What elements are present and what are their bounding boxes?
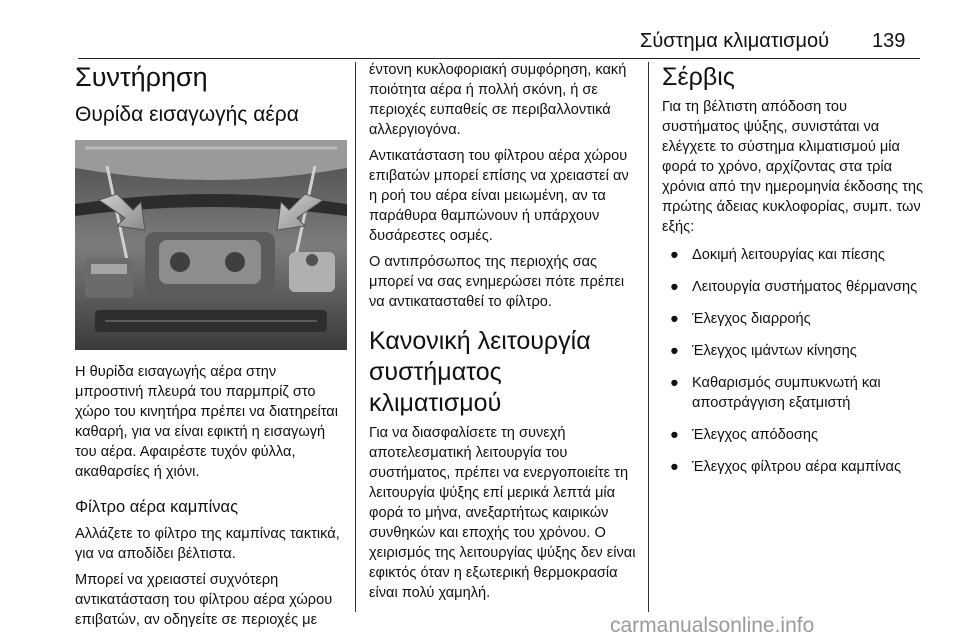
paragraph-normal-operation: Για να διασφαλίσετε τη συνεχή αποτελεσματική λειτουργία του συστήματος, πρέπει να ενεργοποιείτε τη λειτουργία ψύξης επί μερικά λεπτά μία φορά το μήνα, ανεξαρτήτως καιρικών συνθηκών και εποχής του χρόνου. Ο χειρισμός της λειτουργίας ψύξης δεν είναι εφικτός όταν η εξωτερική θερμοκρασία είναι πολύ χαμηλή. (369, 425, 636, 601)
header-rule (78, 58, 920, 59)
caption-air-intake: Η θυρίδα εισαγωγής αέρα στην μπροστινή πλευρά του παρμπρίζ στο χώρο του κινητήρα πρέπει να διατηρείται καθαρή, για να είναι εφικτή η εισαγωγή του αέρα. Αφαιρέστε τυχόν φύλλα, ακαθαρσίες ή χιόνι. (75, 364, 338, 480)
section-heading-normal-operation: Κανονική λειτουργία συστήματος κλιματισμού (369, 327, 591, 417)
section-heading-service: Σέρβις (662, 63, 735, 91)
subheading-air-intake: Θυρίδα εισαγωγής αέρα (75, 103, 299, 126)
paragraph-filter-2: Μπορεί να χρειαστεί συχνότερη αντικατάσταση του φίλτρου αέρα χώρου επιβατών, αν οδηγείτε σε περιοχές με (75, 572, 333, 628)
list-item: ● Έλεγχος απόδοσης (670, 427, 819, 443)
running-header-title: Σύστημα κλιματισμού (640, 30, 830, 52)
column-divider (355, 62, 356, 612)
engine-bay-photo (75, 140, 347, 350)
bullet-icon: ● (670, 343, 679, 359)
column-divider (648, 62, 649, 612)
column-3 (662, 60, 924, 489)
bullet-icon: ● (670, 375, 679, 391)
bullet-icon: ● (670, 311, 679, 327)
list-item: ● Έλεγχος ιμάντων κίνησης (670, 343, 857, 359)
page-number: 139 (872, 30, 906, 52)
paragraph-filter-1: Αλλάζετε το φίλτρο της καμπίνας τακτικά, για να αποδίδει βέλτιστα. (75, 526, 340, 562)
column-2 (369, 60, 637, 609)
paragraph-dealer: Ο αντιπρόσωπος της περιοχής σας μπορεί να σας ενημερώσει πότε πρέπει να αντικατασταθεί το φίλτρο. (369, 254, 625, 310)
list-item: ● Λειτουργία συστήματος θέρμανσης (670, 279, 918, 295)
column-1 (75, 60, 347, 636)
list-item: ● Έλεγχος φίλτρου αέρα καμπίνας (670, 459, 902, 475)
paragraph-continued: έντονη κυκλοφοριακή συμφόρηση, κακή ποιότητα αέρα ή πολλή σκόνη, ή σε περιοχές ευπαθείς σε περιβαλλοντικά αλλεργιογόνα. (369, 62, 627, 138)
list-item: ● Καθαρισμός συμπυκνωτή και αποστράγγιση εξατμιστή (670, 375, 881, 411)
bullet-icon: ● (670, 459, 679, 475)
bullet-icon: ● (670, 247, 679, 263)
list-item: ● Έλεγχος διαρροής (670, 311, 811, 327)
service-checklist (662, 245, 924, 477)
section-heading-maintenance: Συντήρηση (75, 62, 208, 92)
paragraph-replacement: Αντικατάσταση του φίλτρου αέρα χώρου επιβατών μπορεί επίσης να χρειαστεί αν η ροή του αέρα είναι μειωμένη, αν τα παράθυρα θαμπώνουν ή υπάρχουν δυσάρεστες οσμές. (369, 148, 629, 244)
paragraph-service-intro: Για τη βέλτιστη απόδοση του συστήματος ψύξης, συνιστάται να ελέγχετε το σύστημα κλιματισμού μία φορά το χρόνο, αρχίζοντας στα τρία χρόνια από την ημερομηνία έκδοσης της πρώτης άδειας κυκλοφορίας, συμπ. των εξής: (662, 99, 924, 235)
subheading-cabin-filter: Φίλτρο αέρα καμπίνας (75, 498, 239, 516)
watermark: carmanualsonline.info (610, 614, 815, 637)
bullet-icon: ● (670, 427, 679, 443)
list-item: ● Δοκιμή λειτουργίας και πίεσης (670, 247, 885, 263)
bullet-icon: ● (670, 279, 679, 295)
